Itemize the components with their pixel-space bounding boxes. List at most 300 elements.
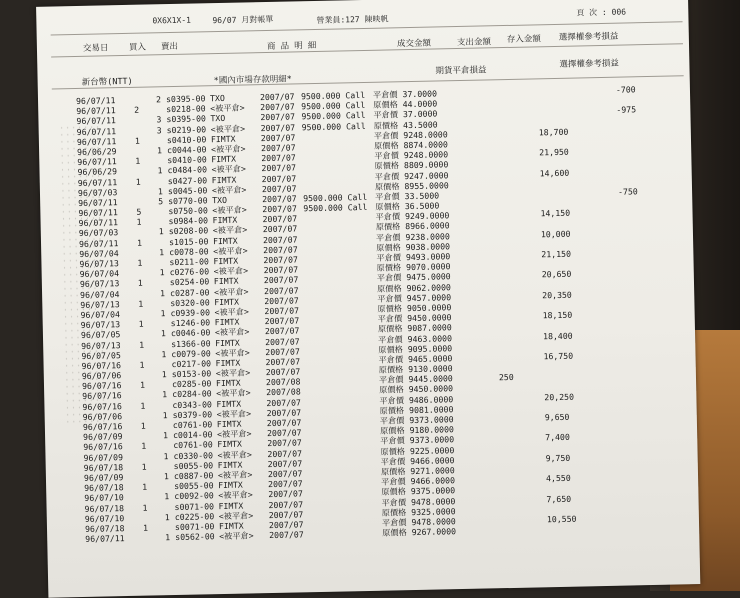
col-item: 商 品 明 細 [266, 40, 317, 52]
cell-date: 96/07/10 [84, 512, 125, 524]
option-pl-label: 選擇權參考損益 [559, 58, 620, 70]
cell-name: <被平倉> [212, 224, 248, 236]
cell-in: 20,250 [544, 391, 575, 402]
cell-month: 2007/07 [266, 396, 302, 408]
cell-code: c0092-00 [174, 490, 214, 502]
cell-code: c0285-00 [171, 378, 212, 390]
cell-price: 原價格 8874.0000 [373, 139, 449, 151]
cell-in: 10,550 [546, 513, 577, 525]
cell-name: <被平倉> [217, 469, 253, 481]
cell-price: 平倉價 9450.0000 [377, 312, 452, 324]
cell-date: 96/07/18 [83, 461, 124, 473]
cell-in: 18,400 [542, 330, 573, 341]
cell-month: 2007/07 [262, 213, 298, 225]
cell-sell: 1 [159, 247, 165, 258]
cell-month: 2007/07 [268, 488, 303, 500]
cell-name: FIMTX [213, 276, 239, 287]
col-sell: 賣出 [160, 41, 179, 53]
cell-month: 2007/07 [267, 447, 303, 459]
cell-date: 96/07/11 [76, 105, 116, 117]
cell-price: 平倉價 9247.0000 [374, 169, 449, 182]
cell-name: FIMTX [216, 398, 242, 409]
cell-name: FIMTX [218, 520, 244, 531]
cell-code: s0218-00 [166, 103, 206, 115]
cell-date: 96/07/11 [78, 217, 119, 229]
cell-price: 平倉價 9478.0000 [381, 516, 456, 528]
cell-date: 96/07/18 [84, 522, 125, 534]
cell-name: FIMTX [215, 357, 241, 369]
cell-name: <被平倉> [216, 428, 252, 440]
cell-month: 2007/07 [263, 264, 299, 276]
cell-name: <被平倉> [216, 387, 251, 399]
cell-date: 96/07/11 [77, 176, 118, 188]
cell-code: s0211-00 [169, 256, 209, 268]
cell-date: 96/07/10 [84, 492, 124, 504]
cell-price: 平倉價 9475.0000 [376, 271, 451, 284]
cell-code: s0427-00 [167, 174, 208, 186]
cell-price: 平倉價 37.0000 [372, 88, 438, 100]
cell-sell: 1 [161, 348, 167, 359]
cell-in: 7,400 [545, 432, 570, 443]
cell-sell: 1 [163, 450, 169, 461]
cell-code: c0276-00 [169, 266, 210, 278]
cell-date: 96/07/03 [78, 227, 119, 239]
cell-buy: 1 [138, 298, 144, 309]
cell-date: 96/07/16 [83, 441, 123, 453]
cell-month: 2007/07 [265, 366, 301, 378]
cell-price: 原價格 36.5000 [375, 200, 440, 212]
cell-name: TXO [210, 113, 226, 124]
cell-code: s0410-00 [166, 134, 207, 145]
cell-date: 96/07/11 [85, 533, 125, 544]
cell-month: 2007/07 [265, 335, 300, 347]
cell-buy: 1 [135, 176, 141, 187]
cell-name: FIMTX [214, 296, 240, 307]
cell-name: FIMTX [212, 214, 238, 226]
cell-name: FIMTX [213, 255, 239, 267]
cell-name: <被平倉> [216, 408, 252, 419]
cell-date: 96/07/16 [82, 400, 122, 412]
cell-price: 平倉價 9465.0000 [378, 353, 453, 365]
cell-code: s0045-00 [167, 184, 208, 196]
cell-out: -750 [617, 186, 638, 197]
cell-name: FIMTX [214, 316, 240, 328]
cell-in: 21,150 [541, 248, 572, 260]
section-title: *國內市場存款明細* [213, 74, 293, 87]
cell-price: 平倉價 37.0000 [373, 108, 438, 121]
cell-date: 96/07/09 [83, 472, 124, 483]
cell-price: 平倉價 9466.0000 [380, 475, 456, 487]
cell-in: 14,150 [540, 207, 571, 219]
cell-price: 原價格 44.0000 [373, 98, 438, 110]
cell-price: 原價格 8809.0000 [374, 159, 449, 172]
cell-buy: 1 [142, 481, 148, 492]
cell-code: s0219-00 [166, 123, 207, 135]
cell-month: 2007/07 [268, 478, 303, 490]
cell-code: s0071-00 [174, 500, 215, 512]
cell-buy: 1 [139, 379, 146, 390]
col-date: 交易日 [82, 43, 109, 54]
page-number: 頁 次 : 006 [576, 7, 627, 18]
cell-code: s0379-00 [172, 409, 213, 420]
cell-price: 原價格 9450.0000 [379, 383, 454, 396]
cell-price: 平倉價 33.5000 [375, 190, 440, 202]
cell-date: 96/07/11 [75, 95, 116, 107]
cell-sell: 1 [160, 328, 166, 339]
cell-date: 96/07/16 [82, 390, 122, 402]
cell-month: 2007/07 [261, 183, 297, 194]
cell-code: s0770-00 [168, 195, 208, 206]
cell-code: s0055-00 [173, 459, 214, 471]
transaction-table [38, 83, 699, 545]
cell-code: s0071-00 [174, 521, 215, 532]
cell-strike: 9500.000 Call [300, 89, 366, 102]
statement-paper [36, 0, 700, 598]
salesperson: 營業員:127 陳映帆 [316, 14, 389, 25]
cell-month: 2007/07 [261, 152, 296, 164]
cell-sell: 1 [159, 287, 166, 298]
cell-in: 4,550 [545, 472, 571, 484]
cell-sell: 3 [156, 114, 162, 125]
cell-code: s0153-00 [171, 368, 212, 380]
cell-month: 2007/07 [267, 468, 303, 480]
cell-name: <被平倉> [218, 510, 254, 521]
cell-name: <被平倉> [217, 448, 253, 460]
cell-code: s0055-00 [174, 480, 214, 492]
cell-month: 2007/07 [260, 121, 296, 133]
cell-strike: 9500.000 Call [303, 201, 368, 214]
cell-date: 96/07/16 [81, 380, 122, 392]
cell-date: 96/06/29 [77, 166, 118, 178]
cell-sell: 1 [162, 430, 169, 441]
cell-code: c0078-00 [169, 246, 209, 257]
cell-date: 96/07/04 [79, 268, 120, 280]
cell-month: 2007/07 [268, 519, 304, 530]
cell-month: 2007/07 [268, 498, 304, 510]
cell-date: 96/07/04 [79, 247, 119, 259]
cell-name: <被平倉> [211, 184, 247, 195]
cell-price: 平倉價 9373.0000 [380, 434, 455, 447]
cell-buy: 5 [136, 206, 142, 217]
col-deposit: 存入金額 [506, 34, 541, 45]
cell-name: <被平倉> [213, 265, 249, 277]
cell-in: 20,650 [541, 269, 572, 280]
cell-name: FIMTX [216, 418, 242, 430]
cell-name: FIMTX [212, 235, 238, 246]
cell-price: 原價格 9130.0000 [378, 363, 453, 375]
cell-date: 96/07/05 [81, 349, 121, 361]
cell-name: FIMTX [210, 133, 236, 144]
cell-month: 2007/07 [262, 234, 298, 245]
cell-name: FIMTX [218, 479, 243, 491]
cell-month: 2007/07 [266, 417, 302, 429]
cell-name: <被平倉> [218, 489, 253, 501]
cell-name: FIMTX [211, 153, 237, 165]
cell-strike: 9500.000 Call [301, 120, 366, 132]
col-amount: 成交金額 [396, 38, 432, 50]
cell-sell: 1 [161, 369, 167, 380]
cell-price: 平倉價 9238.0000 [375, 230, 450, 243]
cell-sell: 1 [159, 267, 165, 278]
cell-month: 2007/07 [263, 284, 299, 296]
cell-month: 2007/07 [263, 254, 299, 266]
cell-code: c0225-00 [174, 510, 215, 522]
cell-buy: 1 [141, 440, 147, 452]
cell-buy: 1 [137, 257, 143, 268]
cell-price: 平倉價 9248.0000 [374, 149, 449, 161]
cell-code: s0562-00 [175, 531, 215, 543]
cell-name: <被平倉> [210, 123, 246, 134]
cell-in: 7,650 [546, 493, 572, 504]
cell-month: 2007/07 [260, 142, 296, 154]
cell-out: -975 [616, 104, 637, 116]
cell-month: 2007/08 [265, 376, 301, 388]
cell-date: 96/07/13 [79, 278, 120, 290]
cell-month: 2007/07 [262, 193, 297, 205]
cell-buy: 1 [136, 237, 143, 248]
cell-date: 96/07/11 [76, 135, 117, 147]
cell-buy: 1 [142, 502, 148, 513]
cell-price: 原價格 9225.0000 [380, 444, 455, 457]
cell-sell: 3 [156, 124, 162, 135]
cell-price: 平倉價 9463.0000 [378, 332, 453, 345]
cell-price: 原價格 9375.0000 [381, 485, 456, 498]
cell-price: 原價格 9267.0000 [382, 526, 457, 538]
cell-sell: 1 [163, 471, 169, 482]
cell-code: s1366-00 [171, 337, 211, 349]
cell-date: 96/07/05 [80, 329, 121, 341]
cell-name: <被平倉> [210, 143, 246, 155]
cell-code: s0395-00 [166, 113, 206, 125]
cell-date: 96/07/06 [81, 370, 122, 382]
cell-date: 96/07/16 [81, 360, 122, 371]
cell-code: c0343-00 [172, 398, 212, 410]
cell-month: 2007/07 [261, 162, 297, 174]
cell-code: c0014-00 [172, 429, 213, 441]
currency-label: 新台幣(NTT) [81, 76, 133, 88]
cell-strike: 9500.000 Call [303, 191, 368, 204]
cell-date: 96/07/09 [83, 451, 124, 463]
cell-buy: 2 [134, 104, 140, 115]
cell-date: 96/07/11 [78, 237, 119, 249]
cell-month: 2007/07 [263, 274, 299, 286]
col-expense: 支出金額 [456, 37, 492, 49]
cell-price: 原價格 43.5000 [373, 119, 438, 131]
cell-price: 平倉價 9445.0000 [378, 373, 453, 385]
cell-price: 原價格 8966.0000 [375, 220, 450, 233]
cell-buy: 1 [134, 135, 140, 146]
cell-price: 平倉價 9466.0000 [380, 454, 455, 467]
cell-strike: 9500.000 Call [301, 110, 366, 122]
cell-sell: 1 [158, 226, 164, 237]
cell-price: 原價格 9087.0000 [377, 322, 452, 335]
cell-price: 平倉價 9248.0000 [373, 128, 448, 141]
cell-date: 96/07/04 [80, 309, 121, 320]
cell-out: -700 [615, 84, 636, 95]
cell-price: 原價格 9038.0000 [376, 241, 451, 253]
cell-price: 平倉價 9478.0000 [381, 495, 456, 508]
cell-code: s1246-00 [170, 317, 211, 329]
cell-name: <被平倉> [210, 102, 245, 114]
cell-price: 原價格 9095.0000 [378, 342, 453, 355]
cell-date: 96/07/11 [76, 115, 117, 127]
cell-date: 96/07/04 [80, 288, 120, 300]
cell-name: <被平倉> [214, 306, 250, 318]
cell-sell: 5 [158, 196, 164, 207]
cell-price: 原價格 9062.0000 [376, 281, 451, 294]
cell-month: 2007/07 [259, 91, 295, 103]
cell-date: 96/07/11 [78, 207, 118, 219]
cell-name: FIMTX [215, 337, 240, 348]
cell-name: <被平倉> [215, 347, 250, 358]
cell-date: 96/07/11 [78, 197, 118, 208]
cell-buy: 1 [139, 359, 145, 370]
cell-date: 96/06/29 [77, 146, 117, 157]
cell-code: c0044-00 [166, 144, 207, 156]
cell-name: TXO [212, 194, 228, 206]
cell-sell: 1 [165, 532, 171, 543]
month-title: 96/07 月對帳單 [212, 14, 274, 26]
cell-month: 2007/07 [264, 295, 299, 306]
futures-pl-label: 期貨平倉損益 [435, 65, 487, 77]
cell-sell: 1 [157, 185, 163, 197]
cell-date: 96/07/16 [82, 421, 123, 432]
cell-name: FIMTX [211, 174, 237, 185]
cell-in: 21,950 [539, 146, 569, 158]
cell-code: s0984-00 [168, 215, 209, 227]
cell-code: c0761-00 [173, 439, 213, 451]
cell-code: s0750-00 [168, 205, 208, 217]
cell-name: <被平倉> [213, 286, 249, 297]
cell-date: 96/07/11 [77, 156, 117, 168]
cell-price: 原價格 9070.0000 [376, 261, 451, 273]
cell-sell: 2 [155, 94, 162, 105]
cell-date: 96/07/18 [84, 502, 125, 514]
cell-date: 96/07/13 [79, 258, 119, 269]
cell-sell: 1 [157, 165, 163, 176]
cell-sell: 1 [164, 491, 170, 502]
cell-date: 96/07/09 [82, 431, 123, 443]
cell-price: 平倉價 9486.0000 [379, 393, 454, 406]
cell-name: <被平倉> [215, 367, 251, 379]
cell-month: 2007/07 [262, 203, 297, 215]
cell-name: <被平倉> [212, 204, 247, 216]
cell-in: 16,750 [543, 350, 574, 362]
cell-sell: 1 [162, 409, 168, 421]
cell-month: 2007/07 [265, 346, 300, 357]
cell-buy: 1 [142, 522, 149, 533]
cell-name: FIMTX [217, 459, 243, 470]
cell-in: 20,350 [542, 289, 572, 301]
cell-in: 9,650 [544, 411, 570, 423]
cell-sell: 1 [162, 389, 168, 400]
cell-month: 2007/07 [267, 458, 303, 469]
cell-name: <被平倉> [214, 326, 250, 338]
cell-month: 2007/07 [263, 244, 298, 255]
cell-price: 原價格 8955.0000 [374, 179, 449, 192]
cell-in: 10,000 [540, 228, 571, 239]
cell-buy: 1 [140, 400, 146, 411]
col-option-pl: 選擇權參考損益 [558, 31, 619, 43]
cell-month: 2007/07 [266, 427, 302, 439]
cell-price: 原價格 9050.0000 [377, 302, 452, 314]
cell-month: 2007/07 [265, 356, 301, 367]
cell-date: 96/07/13 [81, 339, 121, 351]
cell-in: 14,600 [539, 167, 570, 178]
cell-price: 平倉價 9249.0000 [375, 210, 450, 223]
cell-name: <被平倉> [211, 163, 247, 175]
cell-date: 96/07/03 [77, 186, 118, 198]
report-code: 0X6X1X-1 [152, 15, 192, 26]
cell-date: 96/07/06 [82, 410, 123, 422]
cell-code: c0287-00 [169, 286, 210, 298]
cell-code: c0484-00 [167, 164, 208, 176]
cell-sell: 1 [160, 308, 166, 319]
cell-date: 96/07/13 [80, 298, 120, 310]
cell-trade: 250 [498, 372, 514, 383]
cell-code: c0761-00 [172, 419, 213, 431]
cell-code: c0330-00 [173, 449, 214, 461]
cell-buy: 1 [139, 339, 145, 350]
cell-code: c0079-00 [171, 347, 211, 359]
cell-date: 96/07/11 [76, 125, 117, 137]
cell-month: 2007/07 [260, 101, 295, 113]
cell-buy: 1 [138, 318, 144, 329]
cell-buy: 1 [140, 420, 146, 431]
cell-month: 2007/07 [260, 132, 296, 143]
cell-name: <被平倉> [219, 530, 254, 542]
cell-month: 2007/07 [261, 172, 297, 184]
cell-price: 平倉價 9457.0000 [377, 291, 452, 304]
cell-code: c0284-00 [172, 388, 212, 400]
cell-strike: 9500.000 Call [301, 100, 366, 112]
cell-month: 2007/07 [267, 437, 302, 449]
cell-code: s0254-00 [169, 276, 210, 288]
cell-month: 2007/07 [260, 111, 296, 123]
cell-name: FIMTX [217, 438, 243, 450]
cell-in: 18,700 [538, 126, 569, 138]
cell-month: 2007/07 [268, 509, 304, 520]
cell-sell: 1 [156, 145, 163, 156]
cell-buy: 1 [135, 155, 141, 166]
cell-month: 2007/07 [266, 407, 302, 418]
cell-price: 原價格 9081.0000 [379, 403, 454, 416]
cell-month: 2007/07 [262, 223, 298, 235]
cell-sell: 1 [164, 511, 170, 522]
cell-month: 2007/07 [264, 325, 300, 337]
cell-date: 96/07/18 [84, 482, 124, 494]
cell-code: s0395-00 [165, 93, 206, 105]
cell-price: 原價格 9271.0000 [380, 465, 455, 477]
cell-month: 2007/07 [264, 315, 300, 327]
cell-code: c0046-00 [170, 327, 211, 339]
cell-code: s0410-00 [167, 154, 207, 166]
cell-buy: 1 [141, 461, 147, 472]
cell-name: <被平倉> [213, 245, 248, 256]
cell-buy: 1 [136, 216, 142, 228]
cell-buy: 1 [137, 278, 143, 289]
cell-code: c0939-00 [170, 307, 211, 319]
cell-date: 96/07/13 [80, 319, 121, 331]
cell-month: 2007/07 [264, 305, 300, 317]
cell-code: s1015-00 [168, 235, 209, 247]
cell-code: s0320-00 [170, 297, 210, 308]
cell-month: 2007/08 [266, 386, 301, 398]
cell-name: TXO [209, 92, 225, 104]
cell-month: 2007/07 [269, 529, 304, 541]
cell-name: FIMTX [218, 500, 244, 511]
cell-in: 9,750 [545, 452, 571, 464]
